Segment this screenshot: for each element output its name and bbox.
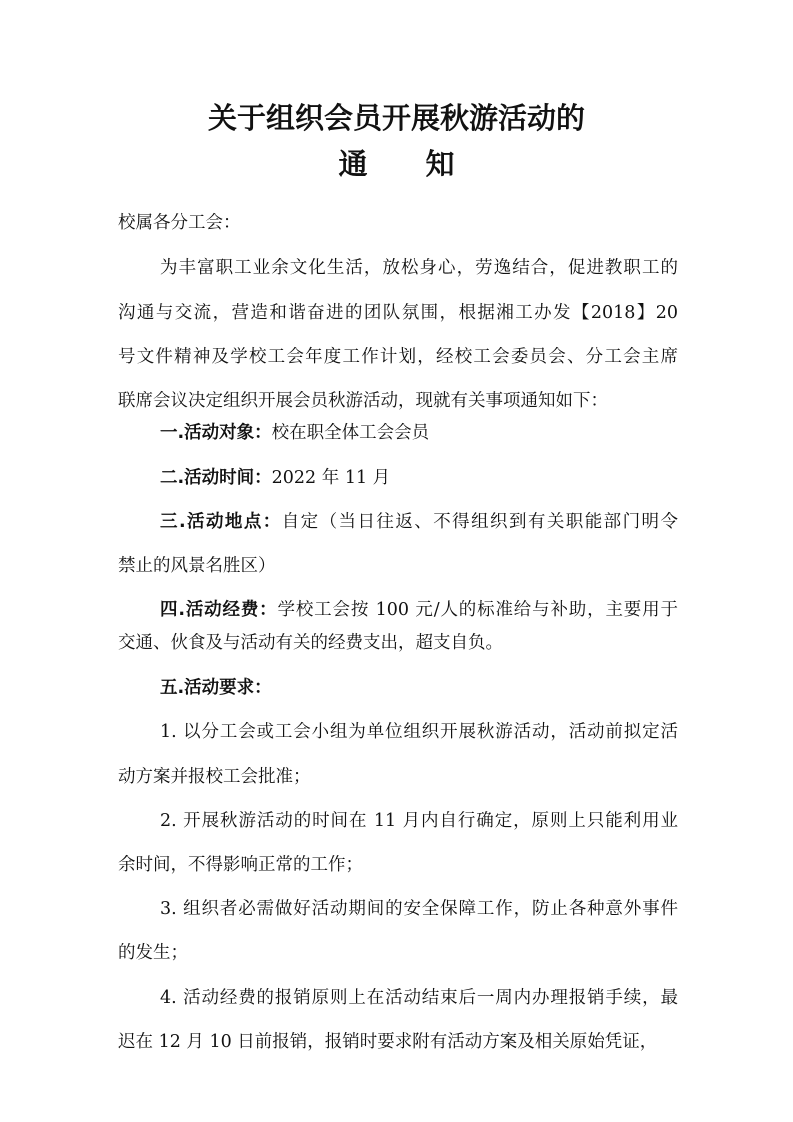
requirement-2-line-2: 余时间，不得影响正常的工作； [118,855,363,875]
title-char-tong: 通 [338,147,368,181]
requirement-2-line-1: 2. 开展秋游活动的时间在 11 月内自行确定，原则上只能利用业 [160,811,678,831]
requirement-4-line-2: 迟在 12 月 10 日前报销，报销时要求附有活动方案及相关原始凭证， [118,1032,658,1052]
requirement-3-line-2: 的发生； [118,943,188,963]
intro-line-1: 为丰富职工业余文化生活，放松身心，劳逸结合，促进教职工的 [160,258,678,278]
notice-title-line-1: 关于组织会员开展秋游活动的 [207,101,585,135]
requirement-3-line-1: 3. 组织者必需做好活动期间的安全保障工作，防止各种意外事件 [160,899,678,919]
section-2-label: 二.活动时间： [160,468,272,488]
section-2 [160,466,678,490]
salutation: 校属各分工会： [118,213,241,233]
intro-line-3: 号文件精神及学校工会年度工作计划，经校工会委员会、分工会主席 [118,347,678,367]
requirement-4-line-1: 4. 活动经费的报销原则上在活动结束后一周内办理报销手续，最 [160,988,678,1008]
section-2-text: 2022 年 11 月 [271,468,391,488]
section-3-text-1: 自定（当日往返、不得组织到有关职能部门明令 [281,512,678,532]
notice-title-line-2 [0,142,793,183]
intro-line-2: 沟通与交流，营造和谐奋进的团队氛围，根据湘工办发【2018】20 [118,303,678,323]
section-4-text-1: 学校工会按 100 元/人的标准给与补助，主要用于 [277,600,678,620]
section-4-label: 四.活动经费： [160,600,278,620]
section-3-label: 三.活动地点： [160,512,282,532]
intro-line-4: 联席会议决定组织开展会员秋游活动，现就有关事项通知如下： [118,391,608,411]
section-1 [160,421,678,445]
title-char-zhi: 知 [425,147,455,181]
requirement-1-line-2: 动方案并报校工会批准； [118,767,311,787]
section-1-label: 一.活动对象： [160,423,272,443]
section-3-line-2: 禁止的风景名胜区） [118,556,276,576]
section-1-text: 校在职全体工会会员 [271,423,430,443]
requirement-1-line-1: 1. 以分工会或工会小组为单位组织开展秋游活动，活动前拟定活 [160,722,678,742]
section-3-line-1 [160,510,678,534]
section-4-line-1 [160,598,678,622]
section-5-label: 五.活动要求： [160,678,272,698]
section-4-line-2: 交通、伙食及与活动有关的经费支出，超支自负。 [118,633,503,653]
